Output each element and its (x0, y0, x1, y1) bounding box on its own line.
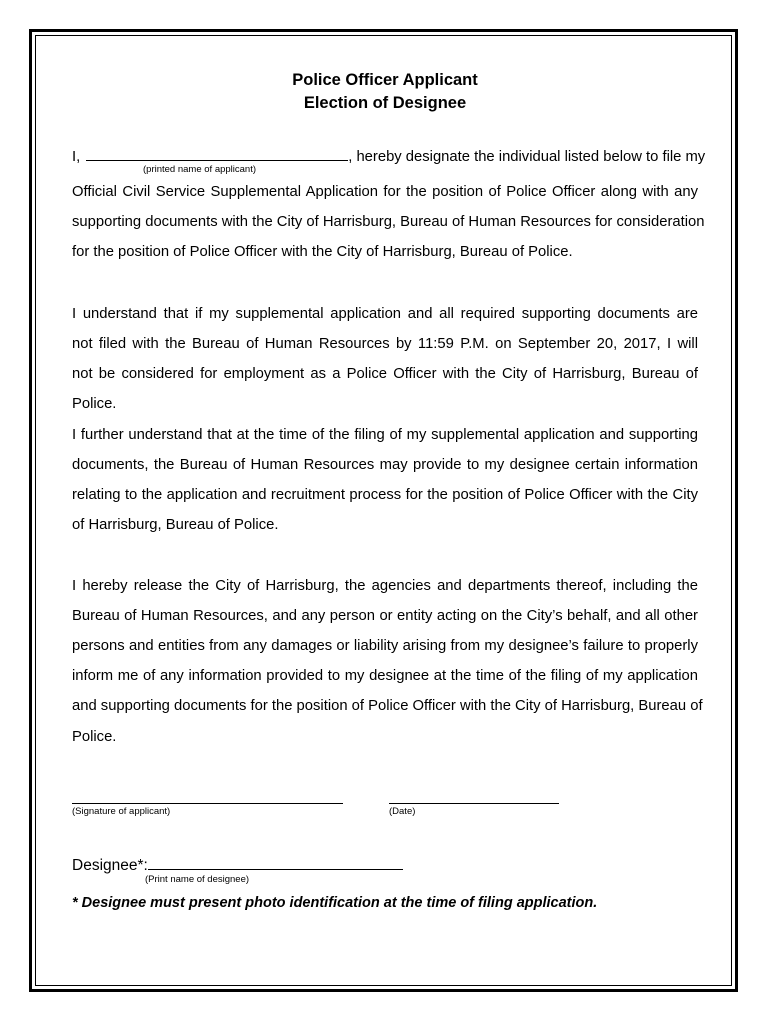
paragraph4-line-1: I hereby release the City of Harrisburg, the agencies and departments thereof, including the (72, 578, 698, 594)
intro-line-2: supporting documents with the City of Harrisburg, Bureau of Human Resources for consideration (72, 214, 705, 230)
designee-name-field[interactable] (148, 854, 403, 870)
applicant-name-field[interactable] (86, 146, 348, 161)
applicant-name-label: (printed name of applicant) (143, 164, 257, 175)
paragraph2-line-2: not filed with the Bureau of Human Resources by 11:59 P.M. on September 20, 2017, I will (72, 336, 698, 352)
intro-line-1: Official Civil Service Supplemental Application for the position of Police Officer along with any (72, 184, 698, 200)
paragraph4-line-5: and supporting documents for the position of Police Officer with the City of Harrisburg, Bureau of (72, 698, 703, 714)
date-label: (Date) (389, 806, 416, 817)
paragraph2-line-1: I understand that if my supplemental application and all required supporting documents are (72, 306, 698, 322)
designee-row (72, 854, 403, 876)
date-field[interactable] (389, 803, 559, 804)
paragraph4-line-6: Police. (72, 729, 117, 745)
intro-suffix: , hereby designate the individual listed below to file my (348, 149, 706, 165)
page-border-inner (35, 35, 732, 986)
intro-line-3: for the position of Police Officer with the City of Harrisburg, Bureau of Police. (72, 244, 573, 260)
intro-prefix: I, (72, 149, 81, 165)
designee-label: Designee*: (72, 857, 148, 874)
paragraph3-line-4: of Harrisburg, Bureau of Police. (72, 517, 279, 533)
paragraph3-line-1: I further understand that at the time of the filing of my supplemental application and supporting (72, 427, 698, 443)
designee-note: * Designee must present photo identification at the time of filing application. (72, 895, 598, 911)
paragraph4-line-3: persons and entities from any damages or liability arising from my designee’s failure to properly (72, 638, 698, 654)
paragraph4-line-4: inform me of any information provided to my designee at the time of the filing of my application (72, 668, 698, 684)
paragraph3-line-2: documents, the Bureau of Human Resources may provide to my designee certain information (72, 457, 698, 473)
document-subtitle: Election of Designee (303, 94, 467, 112)
designee-name-label: (Print name of designee) (145, 874, 250, 885)
paragraph2-line-3: not be considered for employment as a Police Officer with the City of Harrisburg, Bureau of (72, 366, 698, 382)
paragraph4-line-2: Bureau of Human Resources, and any person or entity acting on the City’s behalf, and all other (72, 608, 698, 624)
applicant-signature-field[interactable] (72, 803, 343, 804)
paragraph3-line-3: relating to the application and recruitment process for the position of Police Officer with the City (72, 487, 698, 503)
document-title: Police Officer Applicant (292, 71, 478, 89)
applicant-signature-label: (Signature of applicant) (72, 806, 171, 817)
paragraph2-line-4: Police. (72, 396, 117, 412)
